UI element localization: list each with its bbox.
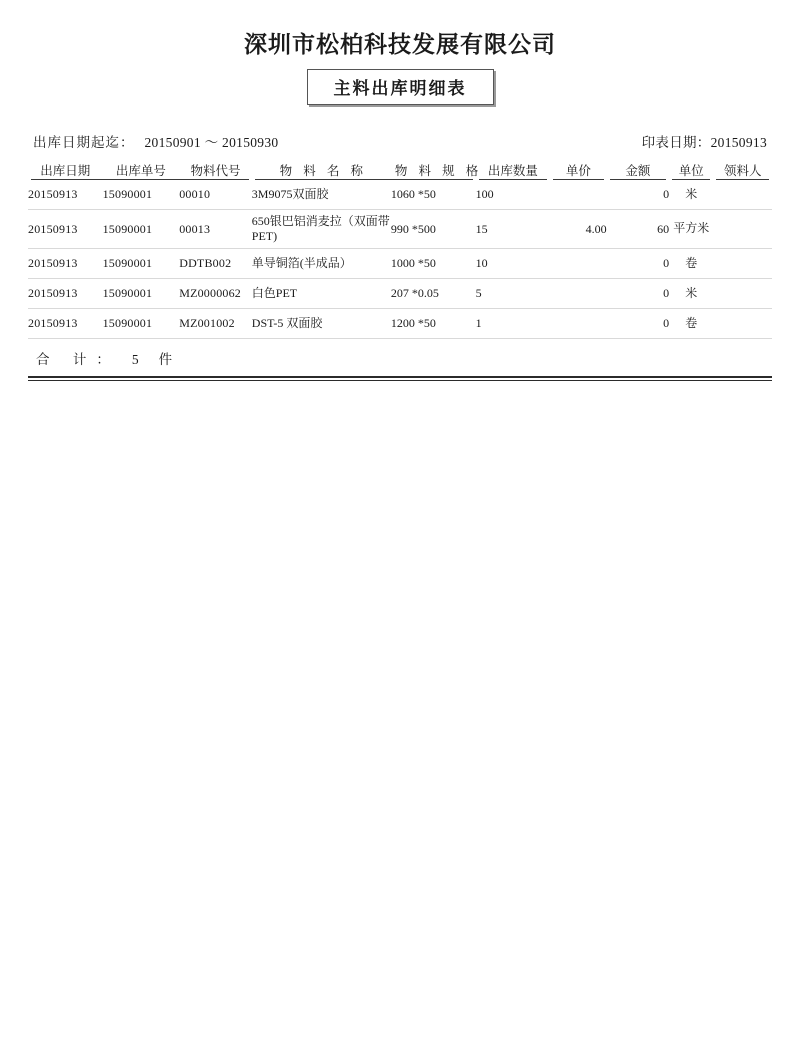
- date-range-value: 20150901 ～ 20150930: [144, 135, 279, 150]
- cell-material-name: 650银巴铝消麦拉（双面带PET): [252, 210, 391, 249]
- bottom-double-rule: [28, 376, 772, 381]
- column-header-amount: 金额: [625, 164, 651, 178]
- column-header-date: 出库日期: [40, 164, 91, 178]
- cell-unit: 卷: [669, 249, 713, 279]
- cell-material-spec: 1000 *50: [391, 249, 476, 279]
- cell-quantity: 5: [476, 279, 551, 309]
- total-value: 5: [131, 352, 139, 367]
- cell-quantity: 1: [476, 309, 551, 339]
- table-row: [28, 180, 772, 210]
- cell-date: 20150913: [28, 309, 103, 339]
- total-colon: ：: [96, 352, 110, 367]
- cell-quantity: 100: [476, 180, 551, 210]
- cell-date: 20150913: [28, 180, 103, 210]
- cell-material-spec: 1200 *50: [391, 309, 476, 339]
- outbound-detail-table: [28, 161, 772, 339]
- total-row: [0, 339, 800, 376]
- table-body: [28, 180, 772, 339]
- cell-order-no: 15090001: [103, 180, 180, 210]
- cell-unit-price: 4.00: [550, 210, 606, 249]
- cell-picker: [713, 249, 772, 279]
- cell-order-no: 15090001: [103, 249, 180, 279]
- report-title-container: [0, 69, 800, 105]
- print-date: 印表日期：20150913: [641, 135, 767, 150]
- cell-quantity: 15: [476, 210, 551, 249]
- table-header: [28, 161, 772, 180]
- cell-unit: 米: [669, 279, 713, 309]
- cell-material-code: 00013: [179, 210, 252, 249]
- table-row: [28, 309, 772, 339]
- date-range-label: 出库日期起迄：: [33, 135, 135, 150]
- cell-material-spec: 990 *500: [391, 210, 476, 249]
- cell-material-code: MZ001002: [179, 309, 252, 339]
- cell-picker: [713, 279, 772, 309]
- table-row: [28, 279, 772, 309]
- column-header-material-spec: 物 料 规 格: [394, 164, 483, 178]
- cell-amount: 0: [607, 180, 670, 210]
- total-label: 合 计: [36, 352, 97, 367]
- cell-unit-price: [550, 180, 606, 210]
- cell-date: 20150913: [28, 249, 103, 279]
- table-row: [28, 210, 772, 249]
- company-title: 深圳市松柏科技发展有限公司: [244, 31, 556, 58]
- cell-amount: 0: [607, 309, 670, 339]
- report-page: [0, 26, 800, 1061]
- cell-unit: 卷: [669, 309, 713, 339]
- cell-material-code: MZ0000062: [179, 279, 252, 309]
- cell-amount: 0: [607, 279, 670, 309]
- table-header-row: [28, 161, 772, 179]
- cell-picker: [713, 210, 772, 249]
- cell-material-name: DST-5 双面胶: [252, 309, 391, 339]
- cell-unit-price: [550, 249, 606, 279]
- cell-date: 20150913: [28, 210, 103, 249]
- cell-quantity: 10: [476, 249, 551, 279]
- table-area: [0, 161, 800, 339]
- cell-amount: 60: [607, 210, 670, 249]
- column-header-material-code: 物料代号: [190, 164, 241, 178]
- report-title: 主料出库明细表: [307, 69, 494, 105]
- cell-unit: 米: [669, 180, 713, 210]
- cell-unit-price: [550, 279, 606, 309]
- column-header-picker: 领料人: [723, 164, 762, 178]
- cell-unit: 平方米: [669, 210, 713, 249]
- column-header-unit: 单位: [678, 164, 704, 178]
- cell-unit-price: [550, 309, 606, 339]
- cell-material-code: 00010: [179, 180, 252, 210]
- cell-date: 20150913: [28, 279, 103, 309]
- column-header-unit-price: 单价: [565, 164, 591, 178]
- column-header-order-no: 出库单号: [115, 164, 166, 178]
- total-unit: 件: [158, 352, 173, 367]
- cell-picker: [713, 180, 772, 210]
- cell-order-no: 15090001: [103, 210, 180, 249]
- cell-amount: 0: [607, 249, 670, 279]
- cell-material-spec: 1060 *50: [391, 180, 476, 210]
- cell-material-code: DDTB002: [179, 249, 252, 279]
- column-header-quantity: 出库数量: [487, 164, 538, 178]
- cell-order-no: 15090001: [103, 279, 180, 309]
- cell-order-no: 15090001: [103, 309, 180, 339]
- cell-material-spec: 207 *0.05: [391, 279, 476, 309]
- meta-line: [0, 131, 800, 151]
- cell-material-name: 白色PET: [252, 279, 391, 309]
- cell-material-name: 3M9075双面胶: [252, 180, 391, 210]
- date-range: [33, 131, 278, 151]
- column-header-material-name: 物 料 名 称: [279, 164, 368, 178]
- table-row: [28, 249, 772, 279]
- cell-material-name: 单导铜箔(半成品）: [252, 249, 391, 279]
- cell-picker: [713, 309, 772, 339]
